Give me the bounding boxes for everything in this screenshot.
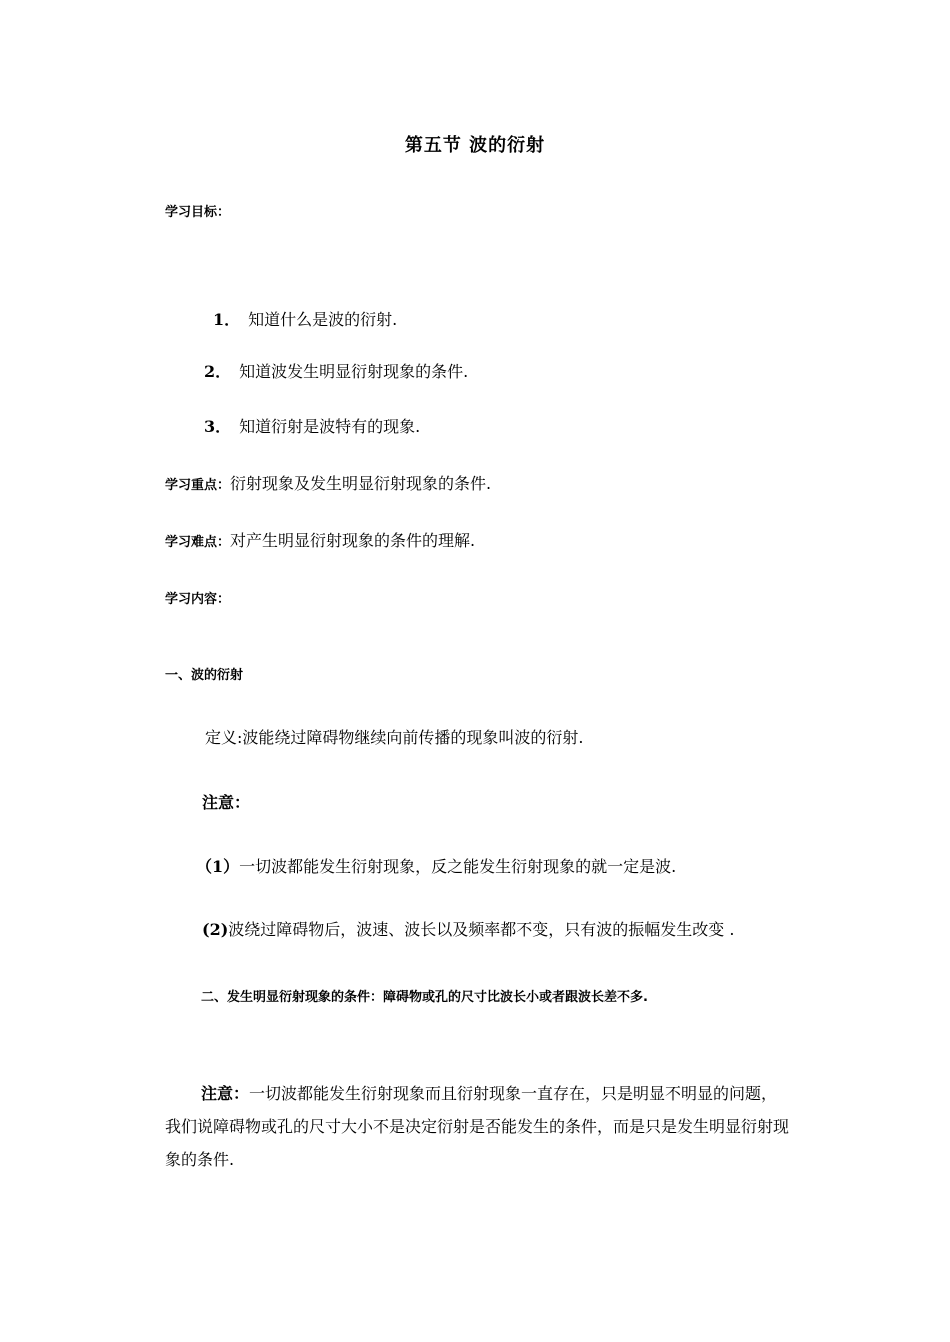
objective-item-1: [213, 310, 397, 330]
key-points-text: 衍射现象及发生明显衍射现象的条件.: [230, 474, 492, 493]
page-title: 第五节 波的衍射: [404, 135, 546, 156]
difficulty-label: 学习难点：: [165, 535, 231, 550]
objective-number: 3．: [204, 417, 232, 436]
note2-label: 注意：: [201, 1084, 250, 1103]
key-points-line: [165, 474, 491, 496]
objective-text: 知道衍射是波特有的现象.: [239, 417, 421, 436]
note-text: 波绕过障碍物后，波速、波长以及频率都不变，只有波的振幅发生改变 .: [228, 920, 735, 939]
objective-number: 1．: [213, 310, 241, 329]
objective-text: 知道什么是波的衍射.: [248, 310, 398, 329]
content-label: 学习内容：: [165, 592, 231, 607]
definition-text: 定义:波能绕过障碍物继续向前传播的现象叫波的衍射.: [205, 728, 584, 747]
note1-label: 注意：: [202, 793, 251, 812]
difficulty-line: [165, 531, 475, 553]
note2-paragraph: [165, 1077, 790, 1176]
key-points-label: 学习重点：: [165, 478, 231, 493]
note-number: （1）: [196, 857, 240, 876]
objective-number: 2．: [204, 362, 232, 381]
section1-heading: 一、波的衍射: [165, 668, 244, 683]
objective-item-2: [204, 362, 468, 382]
objective-item-3: [204, 417, 420, 437]
difficulty-text: 对产生明显衍射现象的条件的理解.: [230, 531, 476, 550]
note2-text: 一切波都能发生衍射现象而且衍射现象一直存在，只是明显不明显的问题，我们说障碍物或孔的尺寸大小不是决定衍射是否能发生的条件，而是只是发生明显衍射现象的条件.: [165, 1084, 790, 1169]
note1-item-2: [202, 920, 734, 940]
objective-text: 知道波发生明显衍射现象的条件.: [239, 362, 469, 381]
note-text: 一切波都能发生衍射现象，反之能发生衍射现象的就一定是波.: [239, 857, 677, 876]
objectives-label: 学习目标：: [165, 205, 231, 220]
note-number: (2): [202, 920, 229, 939]
note1-item-1: [196, 857, 676, 877]
section2-paragraph: 二、发生明显衍射现象的条件：障碍物或孔的尺寸比波长小或者跟波长差不多.: [201, 990, 648, 1005]
